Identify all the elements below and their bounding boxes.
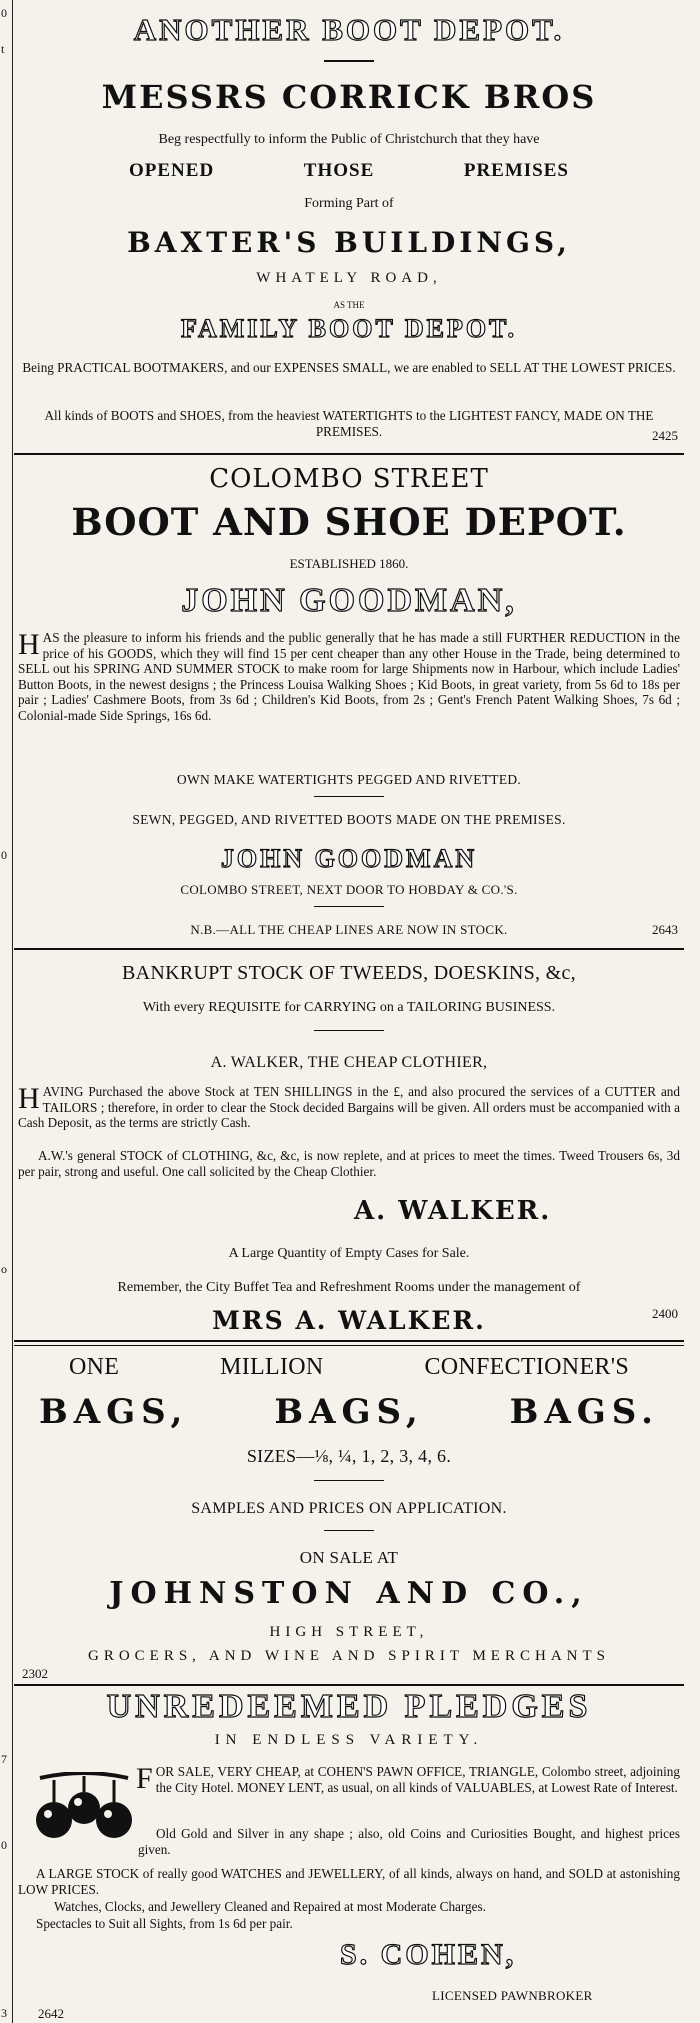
ad1-opened-word: THOSE (303, 160, 375, 181)
ad4-bags-word: BAGS, (39, 1392, 189, 1432)
ad3-body-text: AVING Purchased the above Stock at TEN SHILLINGS in the £, and also procured the services of a CUTTER and TAILORS ; therefore, in order to clear the Stock decided Bargains will be given. All orders must be accompanied with a Cash Deposit, as the terms are strictly Cash. (18, 1084, 680, 1130)
ad1-depot: FAMILY BOOT DEPOT. (181, 314, 517, 343)
ad1-paragraph-2: All kinds of BOOTS and SHOES, from the heaviest WATERTIGHTS to the LIGHTEST FANCY, MADE ON THE PREMISES. (44, 408, 654, 439)
ad5-number: 2642 (38, 2006, 64, 2021)
ad5-title: UNREDEEMED PLEDGES (106, 1688, 592, 1725)
ad3-remember: Remember, the City Buffet Tea and Refreshment Rooms under the management of (117, 1280, 581, 1295)
short-rule (314, 796, 384, 797)
short-rule (314, 1030, 384, 1031)
ad2-number: 2643 (652, 922, 678, 937)
ad3-body-2: A.W.'s general STOCK of CLOTHING, &c, &c, is now replete, and at prices to meet the times. Tweed Trousers 6s, 3d per pair, strong and useful. One call solicited by the Cheap Clothier. (18, 1148, 680, 1179)
ad2-established: ESTABLISHED 1860. (289, 556, 409, 571)
ad2-dropcap: H (18, 628, 40, 661)
ad3-name: A. WALKER. (354, 1196, 552, 1226)
column-left-rule (12, 0, 13, 2023)
ad5-repair: Watches, Clocks, and Jewellery Cleaned and Repaired at most Moderate Charges. (54, 1899, 486, 1914)
ad2-title: BOOT AND SHOE DEPOT. (71, 500, 627, 544)
ad5-stock: A LARGE STOCK of really good WATCHES and JEWELLERY, of all kinds, always on hand, and SOLD at astonishing LOW PRICES. (18, 1866, 680, 1897)
ad4-firm: JOHNSTON AND CO., (109, 1576, 589, 1611)
margin-digit: 7 (1, 1752, 7, 1766)
ad4-samples: SAMPLES AND PRICES ON APPLICATION. (191, 1500, 507, 1517)
ad3-sub: With every REQUISITE for CARRYING on a TAILORING BUSINESS. (142, 1000, 556, 1015)
ad5-sub: IN ENDLESS VARIETY. (214, 1732, 484, 1748)
ad2-body-text: AS the pleasure to inform his friends and the public generally that he has made a still FURTHER REDUCTION in the price of his GOODS, which they will find 15 per cent cheaper than any other House in the Trade, being determined to SELL out his SPRING AND SUMMER STOCK to make room for large Shipments now in Harbour, which include Ladies' Button Boots, in the newest designs ; the Princess Louisa Walking Shoes ; Kid Boots, in great variety, from 5s 6d to 18s per pair ; Ladies' Cashmere Boots, from 3s 6d ; Children's Kid Boots, from 2s ; Gent's French Patent Walking Shoes, 7s 6d ; Colonial-made Side Springs, 16s 6d. (18, 630, 680, 723)
ad1-road: WHATELY ROAD, (256, 270, 442, 286)
ad1-paragraph-1: Being PRACTICAL BOOTMAKERS, and our EXPENSES SMALL, we are enabled to SELL AT THE LOWEST PRICES. (22, 360, 676, 375)
ad1-opened-word: PREMISES (463, 160, 569, 181)
ad1-building: BAXTER'S BUILDINGS, (127, 226, 571, 259)
margin-digit: 0 (1, 6, 7, 20)
ad2-sewn: SEWN, PEGGED, AND RIVETTED BOOTS MADE ON THE PREMISES. (132, 812, 566, 827)
ad3-mrs: MRS A. WALKER. (212, 1306, 486, 1335)
ad4-street: HIGH STREET, (269, 1624, 429, 1640)
ad3-dropcap: H (18, 1082, 40, 1115)
ad2-name-2: JOHN GOODMAN (220, 844, 478, 873)
ad4-line1-word: ONE (69, 1354, 120, 1380)
ad1-opened-word: OPENED (129, 160, 215, 181)
ad5-licensed: LICENSED PAWNBROKER (432, 1988, 593, 2003)
ad1-as-the: AS THE (333, 300, 365, 310)
ad1-intro: Beg respectfully to inform the Public of Christchurch that they have (158, 132, 540, 147)
ad3-cases: A Large Quantity of Empty Cases for Sale. (228, 1246, 470, 1261)
margin-digit: t (1, 42, 5, 56)
pawnbroker-balls-icon (34, 1772, 134, 1852)
ad2-name: JOHN GOODMAN, (181, 582, 517, 619)
newspaper-column (14, 0, 684, 2023)
ad2-nb: N.B.—ALL THE CHEAP LINES ARE NOW IN STOCK. (190, 922, 508, 937)
ad4-bags-word: BAGS. (509, 1392, 659, 1432)
ad1-number: 2425 (652, 428, 678, 443)
ad-divider (14, 948, 684, 950)
ad5-body-text: OR SALE, VERY CHEAP, at COHEN'S PAWN OFFICE, TRIANGLE, Colombo street, adjoining the City Hotel. MONEY LENT, as usual, on all kinds of VALUABLES, at Lowest Rate of Interest. (155, 1764, 680, 1795)
ad3-title: BANKRUPT STOCK OF TWEEDS, DOESKINS, &c, (122, 962, 576, 984)
ad4-on-sale: ON SALE AT (299, 1548, 399, 1567)
ad2-street: COLOMBO STREET (209, 464, 489, 494)
ad-divider (14, 1345, 684, 1346)
ad4-bags-word: BAGS, (274, 1392, 424, 1432)
short-rule (314, 1480, 384, 1481)
ad-divider (14, 1684, 684, 1686)
short-rule (324, 60, 374, 62)
ad-divider (14, 1340, 684, 1342)
ad3-clothier: A. WALKER, THE CHEAP CLOTHIER, (210, 1054, 488, 1071)
margin-digit: 0 (1, 848, 7, 862)
ad5-dropcap: F (136, 1762, 153, 1795)
ad1-title: ANOTHER BOOT DEPOT. (133, 12, 565, 47)
short-rule (314, 906, 384, 907)
ad5-body (136, 1764, 680, 1795)
ad4-sizes: SIZES—⅛, ¼, 1, 2, 3, 4, 6. (246, 1446, 452, 1466)
ad5-specs: Spectacles to Suit all Sights, from 1s 6d per pair. (36, 1916, 293, 1931)
ad2-address: COLOMBO STREET, NEXT DOOR TO HOBDAY & CO.'S. (180, 882, 518, 897)
ad4-trade: GROCERS, AND WINE AND SPIRIT MERCHANTS (88, 1648, 610, 1664)
ad2-body (14, 630, 684, 723)
ad3-body (14, 1084, 684, 1131)
ad1-firm: MESSRS CORRICK BROS (101, 78, 597, 116)
ad4-line1-word: MILLION (220, 1354, 324, 1380)
ad2-own-make: OWN MAKE WATERTIGHTS PEGGED AND RIVETTED. (176, 772, 522, 787)
margin-digit: 3 (1, 2006, 7, 2020)
short-rule (324, 1530, 374, 1531)
ad4-line1-word: CONFECTIONER'S (424, 1354, 629, 1380)
ad1-forming: Forming Part of (304, 196, 394, 211)
ad5-gold: Old Gold and Silver in any shape ; also, old Coins and Curiosities Bought, and highest prices given. (138, 1826, 680, 1857)
ad1-opened-line (14, 160, 684, 182)
ad5-name: S. COHEN, (340, 1938, 517, 1971)
ad-divider (14, 453, 684, 455)
ad4-line1 (14, 1354, 684, 1381)
ad3-number: 2400 (652, 1306, 678, 1321)
margin-digit: o (1, 1262, 7, 1276)
ad4-number: 2302 (22, 1666, 48, 1681)
margin-digit: 0 (1, 1838, 7, 1852)
ad4-bags (14, 1392, 684, 1432)
